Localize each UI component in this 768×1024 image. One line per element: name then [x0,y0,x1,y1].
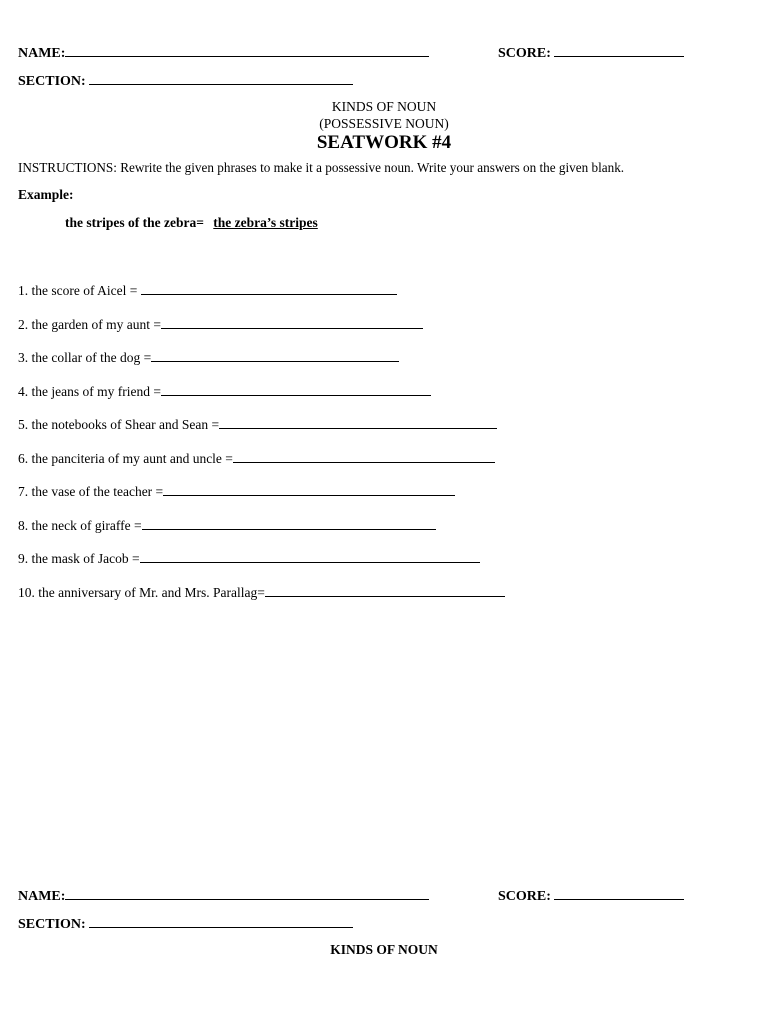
list-item [18,383,431,400]
name-row [18,44,429,62]
item-text: 6. the panciteria of my aunt and uncle = [18,451,233,466]
list-item [18,450,495,467]
section-label: SECTION: [18,917,86,932]
answer-blank[interactable] [163,483,455,496]
section-blank[interactable] [89,72,353,85]
item-text: 7. the vase of the teacher = [18,484,164,499]
answer-blank[interactable] [161,383,431,396]
name-row-bottom [18,887,429,905]
example-label: Example: [18,187,74,202]
item-text: 4. the jeans of my friend = [18,384,161,399]
item-text: 3. the collar of the dog = [18,350,152,365]
list-item [18,416,497,433]
item-text: 1. the score of Aicel = [18,283,138,298]
section-row-bottom [18,915,353,933]
answer-blank[interactable] [140,550,480,563]
example-answer: the zebra’s stripes [213,215,318,230]
score-blank[interactable] [554,44,684,57]
name-blank[interactable] [65,44,429,57]
section-label: SECTION: [18,74,86,89]
item-text: 10. the anniversary of Mr. and Mrs. Parallag= [18,585,265,600]
section-row [18,72,353,90]
example-row [65,215,318,231]
section-blank[interactable] [89,915,353,928]
name-label: NAME: [18,889,66,904]
answer-blank[interactable] [161,316,423,329]
answer-blank[interactable] [219,416,497,429]
item-text: 5. the notebooks of Shear and Sean = [18,417,220,432]
score-row-bottom [498,887,684,905]
item-text: 2. the garden of my aunt = [18,317,161,332]
page-title: SEATWORK #4 [316,132,452,153]
answer-blank[interactable] [265,584,505,597]
list-item [18,550,480,567]
list-item [18,316,423,333]
score-blank[interactable] [554,887,684,900]
list-item [18,517,436,534]
answer-blank[interactable] [151,349,399,362]
list-item [18,584,505,601]
item-text: 9. the mask of Jacob = [18,551,140,566]
score-label: SCORE: [498,46,551,61]
list-item [18,483,455,500]
title-line2: (POSSESSIVE NOUN) [319,116,449,131]
list-item [18,282,397,299]
title-line1: KINDS OF NOUN [331,99,437,114]
answer-blank[interactable] [233,450,495,463]
name-blank[interactable] [65,887,429,900]
list-item [18,349,399,366]
score-label: SCORE: [498,889,551,904]
score-row [498,44,684,62]
answer-blank[interactable] [142,517,436,530]
name-label: NAME: [18,46,66,61]
item-text: 8. the neck of giraffe = [18,518,142,533]
example-phrase: the stripes of the zebra= [65,215,204,230]
answer-blank[interactable] [141,282,397,295]
title-line1-bottom: KINDS OF NOUN [330,942,438,957]
instructions-text: INSTRUCTIONS: Rewrite the given phrases to make it a possessive noun. Write your answers on the given blank. [18,160,625,175]
